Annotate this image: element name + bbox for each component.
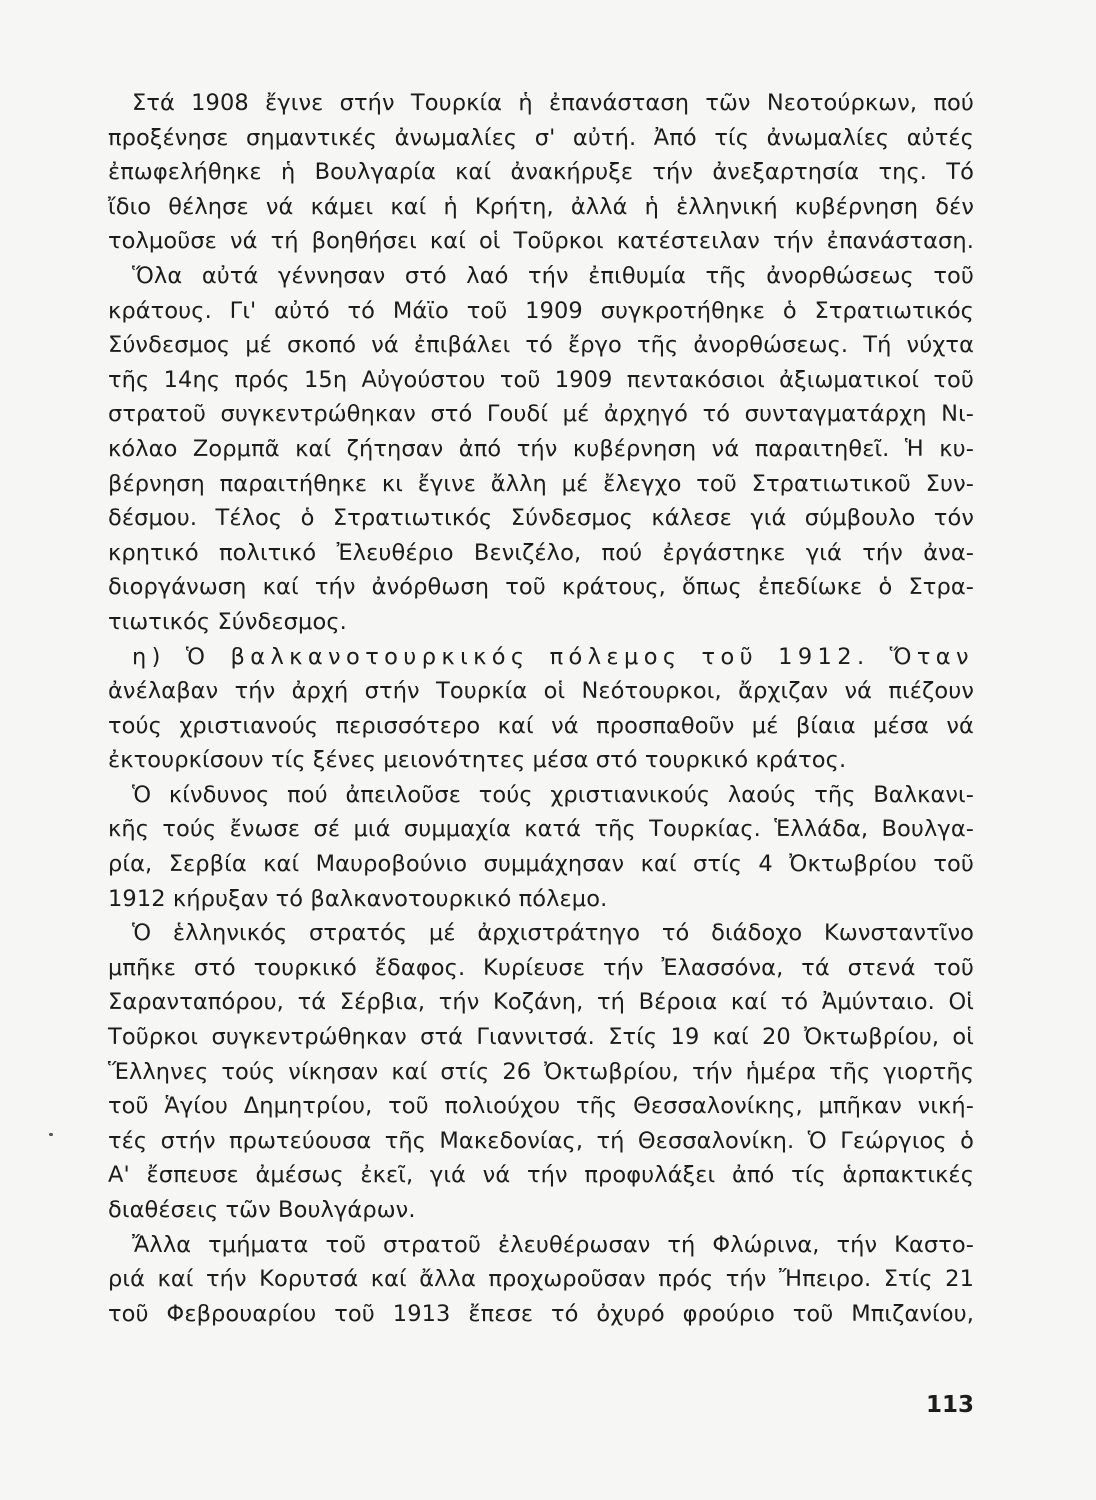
text-line: διαθέσεις τῶν Βουλγάρων. — [108, 1197, 416, 1223]
text-line: τοῦ Φεβρουαρίου τοῦ 1913 ἔπεσε τό ὀχυρό φρούριο τοῦ Μπιζανίου, — [108, 1300, 974, 1327]
text-line: Ἕλληνες τούς νίκησαν καί στίς 26 Ὀκτωβρίου, τήν ἡμέρα τῆς γιορτῆς — [108, 1058, 974, 1085]
text-line: τούς χριστιανούς περισσότερο καί νά προσπαθοῦν μέ βίαια μέσα νά — [108, 712, 974, 739]
text-line: ρία, Σερβία καί Μαυροβούνιο συμμάχησαν καί στίς 4 Ὀκτωβρίου τοῦ — [108, 851, 974, 878]
text-line: ἀνέλαβαν τήν ἀρχή στήν Τουρκία οἱ Νεότουρκοι, ἄρχιζαν νά πιέζουν — [108, 678, 974, 705]
text-line: μπῆκε στό τουρκικό ἔδαφος. Κυρίευσε τήν Ἐλασσόνα, τά στενά τοῦ — [108, 954, 974, 981]
text-line: στρατοῦ συγκεντρώθηκαν στό Γουδί μέ ἀρχηγό τό συνταγματάρχη Νι- — [108, 401, 974, 428]
text-line: Στά 1908 ἔγινε στήν Τουρκία ἡ ἐπανάσταση τῶν Νεοτούρκων, πού — [132, 90, 974, 116]
page-number: 113 — [925, 1392, 974, 1418]
text-line: Ὁ κίνδυνος πού ἀπειλοῦσε τούς χριστιανικούς λαούς τῆς Βαλκανι- — [132, 781, 974, 808]
text-line: ἴδιο θέλησε νά κάμει καί ἡ Κρήτη, ἀλλά ἡ ἑλληνική κυβέρνηση δέν — [108, 193, 974, 220]
text-line: βέρνηση παραιτήθηκε κι ἔγινε ἄλλη μέ ἔλεγχο τοῦ Στρατιωτικοῦ Συν- — [108, 470, 974, 497]
text-line: Ἄλλα τμήματα τοῦ στρατοῦ ἐλευθέρωσαν τή Φλώρινα, τήν Καστο- — [132, 1231, 974, 1258]
text-line: ριά καί τήν Κορυτσά καί ἄλλα προχωροῦσαν πρός τήν Ἤπειρο. Στίς 21 — [108, 1266, 974, 1293]
text-line: τοῦ Ἁγίου Δημητρίου, τοῦ πολιούχου τῆς Θεσσαλονίκης, μπῆκαν νική- — [108, 1093, 974, 1120]
text-line: τιωτικός Σύνδεσμος. — [108, 608, 347, 635]
text-line: Ὅλα αὐτά γέννησαν στό λαό τήν ἐπιθυμία τῆς ἀνορθώσεως τοῦ — [132, 262, 974, 289]
text-line: Α' ἔσπευσε ἀμέσως ἐκεῖ, γιά νά τήν προφυλάξει ἀπό τίς ἁρπακτικές — [108, 1162, 974, 1189]
text-line: Σύνδεσμος μέ σκοπό νά ἐπιβάλει τό ἔργο τῆς ἀνορθώσεως. Τή νύχτα — [108, 332, 974, 359]
text-line: τές στήν πρωτεύουσα τῆς Μακεδονίας, τή Θεσσαλονίκη. Ὁ Γεώργιος ὁ — [108, 1127, 974, 1154]
section-heading-line: η) Ὁ βαλκανοτουρκικός πόλεμος τοῦ 1912. Ὅταν — [132, 643, 974, 670]
scan-speck — [49, 1133, 53, 1136]
text-line: τῆς 14ης πρός 15η Αὐγούστου τοῦ 1909 πεντακόσιοι ἀξιωματικοί τοῦ — [108, 366, 974, 393]
body-text — [108, 86, 974, 1331]
text-line: 1912 κήρυξαν τό βαλκανοτουρκικό πόλεμο. — [108, 885, 608, 912]
text-line: Τοῦρκοι συγκεντρώθηκαν στά Γιαννιτσά. Στίς 19 καί 20 Ὀκτωβρίου, οἱ — [108, 1024, 974, 1051]
text-line: κρητικό πολιτικό Ἐλευθέριο Βενιζέλο, πού ἐργάστηκε γιά τήν ἀνα- — [108, 539, 974, 566]
text-line: κῆς τούς ἔνωσε σέ μιά συμμαχία κατά τῆς Τουρκίας. Ἑλλάδα, Βουλγα- — [108, 816, 974, 843]
text-line: δέσμου. Τέλος ὁ Στρατιωτικός Σύνδεσμος κάλεσε γιά σύμβουλο τόν — [108, 505, 974, 532]
text-line: ἐκτουρκίσουν τίς ξένες μειονότητες μέσα στό τουρκικό κράτος. — [108, 747, 847, 774]
text-line: ἐπωφελήθηκε ἡ Βουλγαρία καί ἀνακήρυξε τήν ἀνεξαρτησία της. Τό — [108, 159, 974, 186]
text-line: κράτους. Γι' αὐτό τό Μάϊο τοῦ 1909 συγκροτήθηκε ὁ Στρατιωτικός — [108, 297, 974, 324]
text-line: τολμοῦσε νά τή βοηθήσει καί οἱ Τοῦρκοι κατέστειλαν τήν ἐπανάσταση. — [108, 228, 974, 255]
text-line: διοργάνωση καί τήν ἀνόρθωση τοῦ κράτους, ὅπως ἐπεδίωκε ὁ Στρα- — [108, 574, 974, 601]
text-line: κόλαο Ζορμπᾶ καί ζήτησαν ἀπό τήν κυβέρνηση νά παραιτηθεῖ. Ἡ κυ- — [108, 435, 974, 462]
text-line: Ὁ ἑλληνικός στρατός μέ ἀρχιστράτηγο τό διάδοχο Κωνσταντῖνο — [132, 920, 974, 947]
text-line: προξένησε σημαντικές ἀνωμαλίες σ' αὐτή. Ἀπό τίς ἀνωμαλίες αὐτές — [108, 124, 974, 151]
text-line: Σαρανταπόρου, τά Σέρβια, τήν Κοζάνη, τή Βέροια καί τό Ἀμύνταιο. Οἱ — [108, 989, 974, 1016]
